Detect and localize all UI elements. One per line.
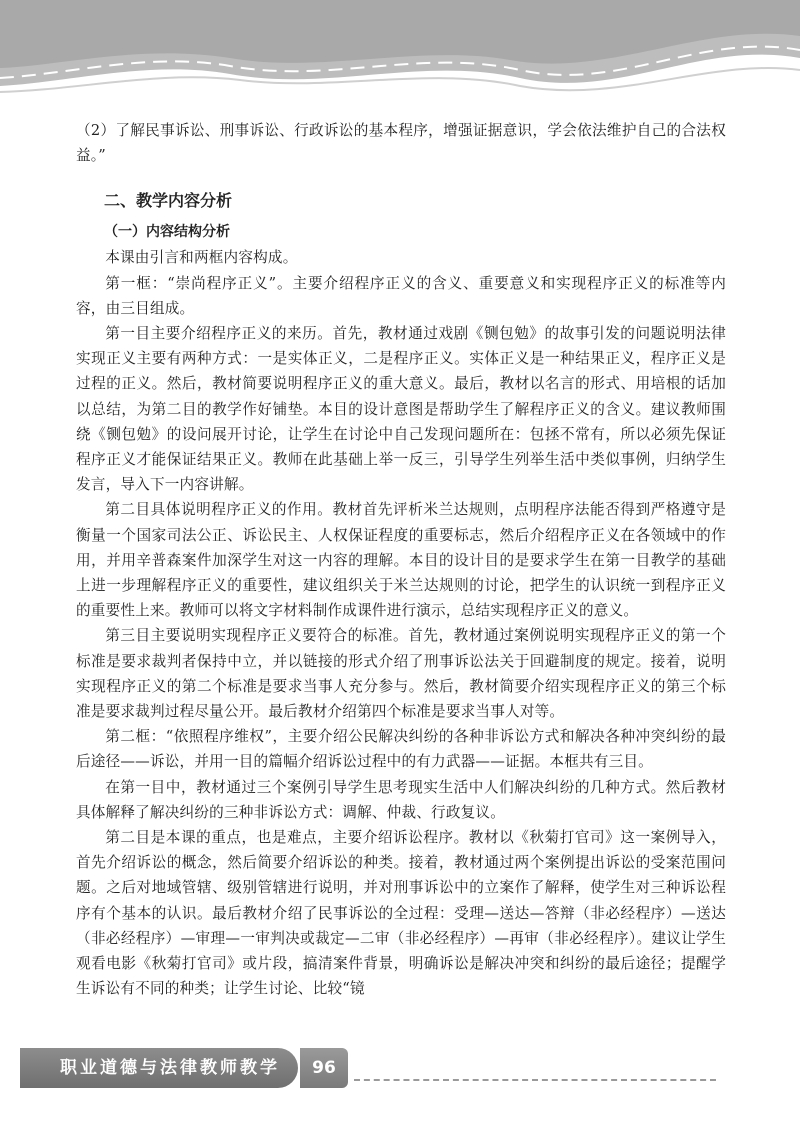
body-paragraph: 第二目是本课的重点，也是难点，主要介绍诉讼程序。教材以《秋菊打官司》这一案例导入，首先介绍诉讼的概念，然后简要介绍诉讼的种类。接着，教材通过两个案例提出诉讼的受案范围问题。之后对地域管辖、级别管辖进行说明，并对刑事诉讼中的立案作了解释，使学生对三种诉讼程序有个基本的认识。最后教材介绍了民事诉讼的全过程：受理—送达—答辩（非必经程序）—送达（非必经程序）—审理—一审判决或裁定—二审（非必经程序）—再审（非必经程序）。建议让学生观看电影《秋菊打官司》或片段，搞清案件背景，明确诉讼是解决冲突和纠纷的最后途径；提醒学生诉讼有不同的种类；让学生讨论、比较“镜 xyxy=(76,829,726,998)
intro-paragraph: （2）了解民事诉讼、刑事诉讼、行政诉讼的基本程序，增强证据意识，学会依法维护自己的合法权益。” xyxy=(76,122,726,165)
page-footer xyxy=(0,1040,800,1118)
section-heading: 二、教学内容分析 xyxy=(104,191,233,211)
footer-book-title: 职业道德与法律教师教学用书 xyxy=(20,1048,298,1088)
header-wave-band xyxy=(0,0,800,110)
body-paragraph: 第二目具体说明程序正义的作用。教材首先评析米兰达规则，点明程序法能否得到严格遵守是衡量一个国家司法公正、诉讼民主、人权保证程度的重要标志，然后介绍程序正义在各领域中的作用，并用辛普森案件加深学生对这一内容的理解。本目的设计目的是要求学生在第一目教学的基础上进一步理解程序正义的重要性，建议组织关于米兰达规则的讨论，把学生的认识统一到程序正义的重要性上来。教师可以将文字材料制作成课件进行演示，总结实现程序正义的意义。 xyxy=(76,501,726,620)
page-number: 96 xyxy=(300,1048,348,1088)
page-content xyxy=(76,118,726,1002)
footer-divider xyxy=(354,1079,716,1081)
body-paragraph: 第一目主要介绍程序正义的来历。首先，教材通过戏剧《铡包勉》的故事引发的问题说明法律实现正义主要有两种方式：一是实体正义，二是程序正义。实体正义是一种结果正义，程序正义是过程的正义。然后，教材简要说明程序正义的重大意义。最后，教材以名言的形式、用培根的话加以总结，为第二目的教学作好铺垫。本目的设计意图是帮助学生了解程序正义的含义。建议教师围绕《铡包勉》的设问展开讨论，让学生在讨论中自己发现问题所在：包拯不常有，所以必须先保证程序正义才能保证结果正义。教师在此基础上举一反三，引导学生列举生活中类似事例，归纳学生发言，导入下一内容讲解。 xyxy=(76,325,726,494)
body-paragraph: 第二框：“依照程序维权”，主要介绍公民解决纠纷的各种非诉讼方式和解决各种冲突纠纷的最后途径——诉讼，并用一目的篇幅介绍诉讼过程中的有力武器——证据。本框共有三目。 xyxy=(76,728,726,771)
body-paragraph: 第三目主要说明实现程序正义要符合的标准。首先，教材通过案例说明实现程序正义的第一个标准是要求裁判者保持中立，并以链接的形式介绍了刑事诉讼法关于回避制度的规定。接着，说明实现程序正义的第二个标准是要求当事人充分参与。然后，教材简要介绍实现程序正义的第三个标准是要求裁判过程尽量公开。最后教材介绍第四个标准是要求当事人对等。 xyxy=(76,627,726,721)
subsection-heading: （一）内容结构分析 xyxy=(104,224,230,241)
body-paragraph: 本课由引言和两框内容构成。 xyxy=(105,249,298,267)
body-paragraph: 在第一目中，教材通过三个案例引导学生思考现实生活中人们解决纠纷的几种方式。然后教材具体解释了解决纠纷的三种非诉讼方式：调解、仲裁、行政复议。 xyxy=(76,778,726,821)
body-paragraph: 第一框：“崇尚程序正义”。主要介绍程序正义的含义、重要意义和实现程序正义的标准等内容，由三目组成。 xyxy=(76,274,726,317)
